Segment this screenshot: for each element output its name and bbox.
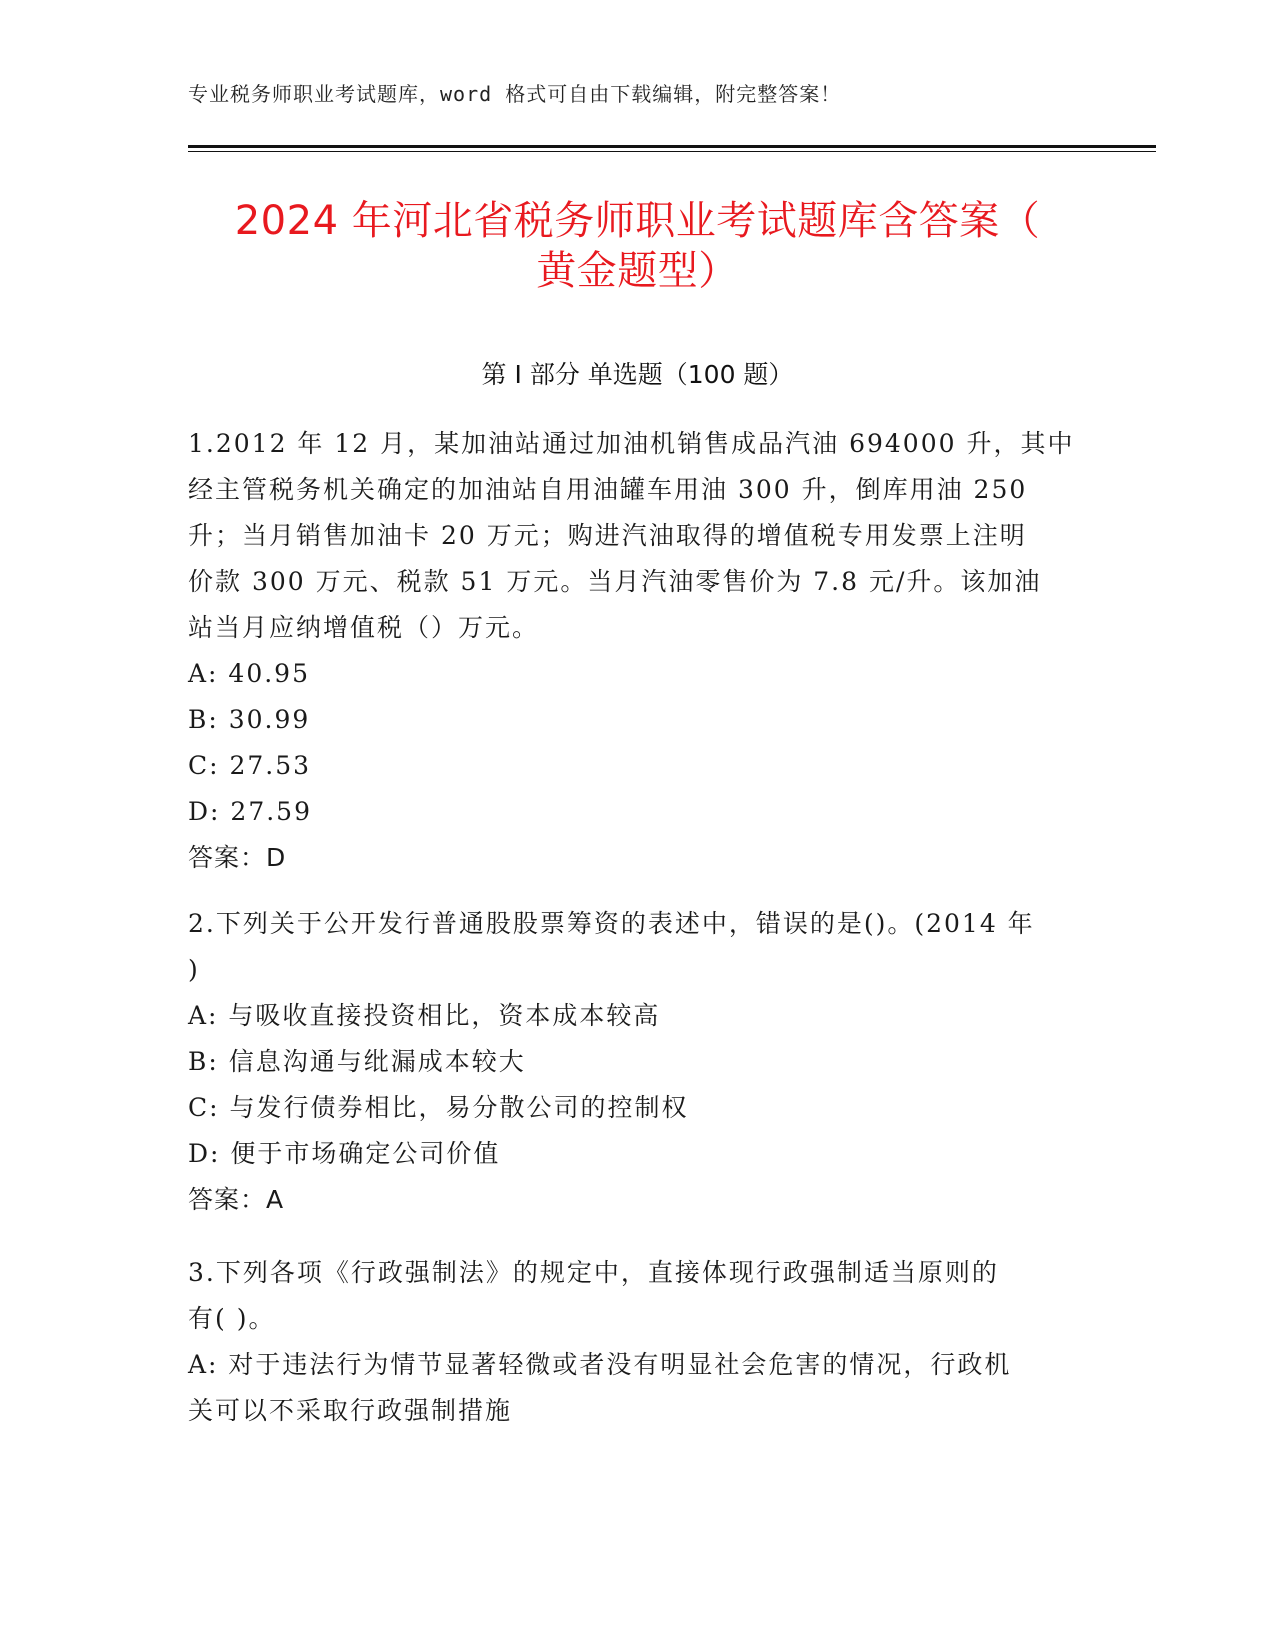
question-2-line-2: ) (188, 955, 200, 984)
question-3-line-2: 有( )。 (188, 1304, 276, 1333)
question-2-option-b: B: 信息沟通与纰漏成本较大 (188, 1047, 526, 1076)
question-3 (188, 1250, 1088, 1434)
question-1-option-d: D: 27.59 (188, 797, 312, 826)
question-1-answer: 答案：D (188, 843, 287, 872)
question-3-line-1: 3.下列各项《行政强制法》的规定中，直接体现行政强制适当原则的 (188, 1258, 999, 1287)
question-1-line-1: 1.2012 年 12 月，某加油站通过加油机销售成品汽油 694000 升，其中 (188, 429, 1075, 458)
header-note: 专业税务师职业考试题库，word 格式可自由下载编辑，附完整答案！ (188, 82, 842, 106)
question-1-line-5: 站当月应纳增值税（）万元。 (188, 613, 540, 642)
question-1-line-3: 升；当月销售加油卡 20 万元；购进汽油取得的增值税专用发票上注明 (188, 521, 1027, 550)
document-title-line-1: 2024 年河北省税务师职业考试题库含答案（ (234, 198, 1041, 244)
question-2-answer: 答案：A (188, 1185, 285, 1214)
question-3-option-a-line-1: A: 对于违法行为情节显著轻微或者没有明显社会危害的情况，行政机 (188, 1350, 1012, 1379)
question-2 (188, 901, 1088, 1223)
question-1 (188, 421, 1088, 881)
question-1-line-4: 价款 300 万元、税款 51 万元。当月汽油零售价为 7.8 元/升。该加油 (188, 567, 1042, 596)
document-title-line-2: 黄金题型） (536, 248, 739, 294)
question-2-option-d: D: 便于市场确定公司价值 (188, 1139, 501, 1168)
question-1-option-b: B: 30.99 (188, 705, 311, 734)
question-1-option-c: C: 27.53 (188, 751, 312, 780)
question-2-option-c: C: 与发行债券相比，易分散公司的控制权 (188, 1093, 689, 1122)
question-3-option-a-line-2: 关可以不采取行政强制措施 (188, 1396, 513, 1425)
question-2-line-1: 2.下列关于公开发行普通股股票筹资的表述中，错误的是()。(2014 年 (188, 909, 1035, 938)
header-rule-thick (188, 145, 1156, 148)
question-1-option-a: A: 40.95 (188, 659, 310, 688)
header-rule-thin (188, 151, 1156, 152)
question-2-option-a: A: 与吸收直接投资相比，资本成本较高 (188, 1001, 661, 1030)
section-title: 第 I 部分 单选题（100 题） (481, 360, 794, 389)
question-1-line-2: 经主管税务机关确定的加油站自用油罐车用油 300 升，倒库用油 250 (188, 475, 1028, 504)
document-title (160, 196, 1115, 296)
